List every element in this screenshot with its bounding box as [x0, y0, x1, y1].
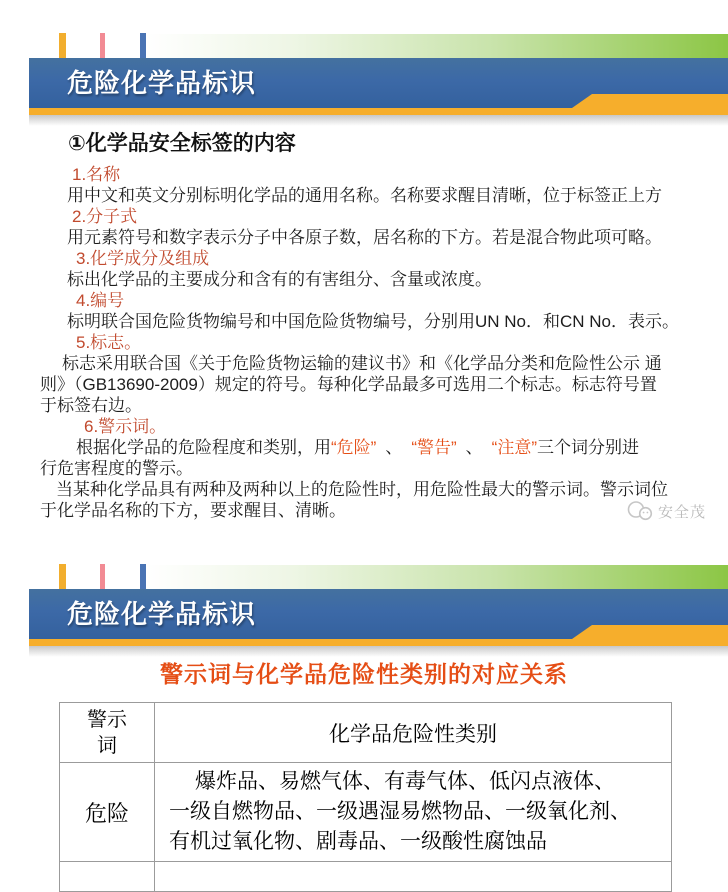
orange-underline [29, 639, 728, 646]
green-gradient-bar [146, 34, 728, 58]
warning-pre: 根据化学品的危险程度和类别，用 [76, 438, 331, 457]
item-body-5-line2: 则》（GB13690-2009）规定的符号。每种化学品最多可选用二个标志。标志符号置 [40, 375, 657, 394]
item-label-4: 4.编号 [76, 291, 125, 310]
warning-separator-1: 、 [385, 438, 403, 457]
table-row [60, 763, 672, 862]
item-body-5-line3: 于标签右边。 [40, 396, 142, 415]
banner-title: 危险化学品标识 [67, 599, 257, 629]
item-body-2: 用元素符号和数字表示分子中各原子数，居名称的下方。若是混合物此项可略。 [67, 228, 662, 247]
banner-shadow [29, 115, 728, 126]
item-label-2: 2.分子式 [72, 207, 138, 226]
closing-paragraph-line1: 当某种化学品具有两种及两种以上的危险性时，用危险性最大的警示词。警示词位 [56, 480, 668, 499]
item-body-4: 标明联合国危险货物编号和中国危险货物编号，分别用UN No．和CN No．表示。 [67, 312, 680, 331]
section-heading: ①化学品安全标签的内容 [68, 132, 296, 155]
table-title: 警示词与化学品危险性类别的对应关系 [160, 661, 568, 687]
warning-separator-2: 、 [465, 438, 483, 457]
green-gradient-bar [146, 565, 728, 589]
cell-warning-word: 危险 [60, 763, 155, 862]
slide1-content [40, 130, 724, 521]
item-body-3: 标出化学品的主要成分和含有的有害组分、含量或浓度。 [67, 270, 492, 289]
watermark [627, 500, 706, 522]
warning-word-caution: “警告” [411, 438, 457, 457]
item-label-1: 1.名称 [72, 165, 121, 184]
slide1-header [0, 33, 728, 125]
table-row-clipped [60, 862, 672, 892]
slide2-header [0, 564, 728, 656]
clipped-cell [155, 862, 672, 892]
item-body-5-line1: 标志采用联合国《关于危险货物运输的建议书》和《化学品分类和危险性公示 通 [62, 354, 662, 373]
accent-bar-yellow [59, 564, 66, 589]
category-line: 爆炸品、易燃气体、有毒气体、低闪点液体、 [195, 770, 615, 793]
item-label-5: 5.标志。 [76, 333, 142, 352]
header-cell-hazard-category: 化学品危险性类别 [155, 703, 672, 763]
warning-post: 三个词分别进 [536, 438, 639, 457]
warning-word-attention: “注意” [491, 438, 537, 457]
banner-title: 危险化学品标识 [67, 68, 257, 98]
item-label-3: 3.化学成分及组成 [76, 249, 210, 268]
clipped-cell [60, 862, 155, 892]
cell-hazard-categories [155, 763, 672, 862]
accent-bar-pink [100, 33, 105, 58]
warning-word-table [59, 702, 672, 892]
item-body-6-line2: 行危害程度的警示。 [40, 459, 193, 478]
item-body-1: 用中文和英文分别标明化学品的通用名称。名称要求醒目清晰，位于标签正上方 [67, 186, 662, 205]
item-body-6-line1 [40, 437, 724, 458]
anquanmao-logo-icon [627, 501, 654, 521]
closing-paragraph-line2: 于化学品名称的下方，要求醒目、清晰。 [40, 501, 346, 520]
header-cell-warning-word: 警示词 [60, 703, 155, 763]
warning-word-danger: “危险” [331, 438, 377, 457]
orange-underline [29, 108, 728, 115]
watermark-label: 安全茂 [657, 503, 706, 521]
accent-bar-yellow [59, 33, 66, 58]
category-line: 有机过氧化物、剧毒品、一级酸性腐蚀品 [169, 830, 547, 853]
category-line: 一级自燃物品、一级遇湿易燃物品、一级氧化剂、 [169, 800, 631, 823]
accent-bar-pink [100, 564, 105, 589]
table-header-row [60, 703, 672, 763]
item-label-6: 6.警示词。 [84, 417, 167, 436]
